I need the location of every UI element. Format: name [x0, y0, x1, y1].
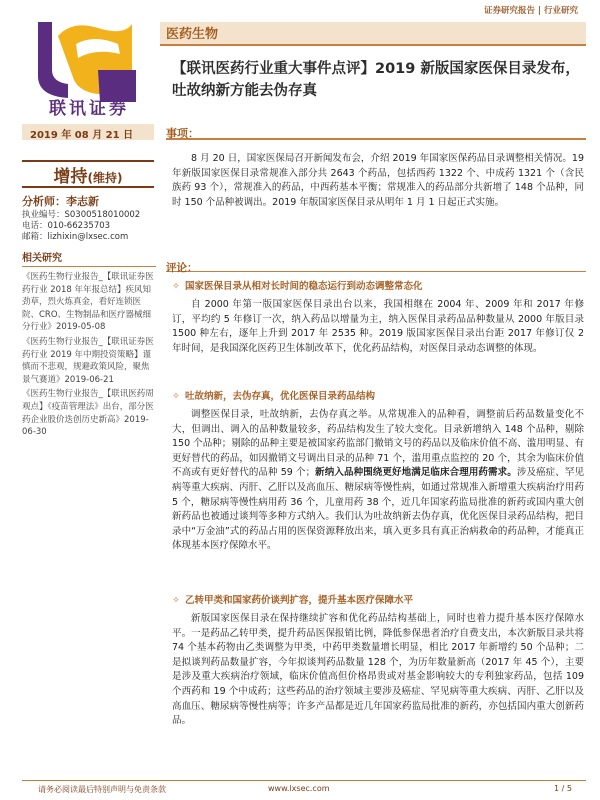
divider — [160, 44, 586, 46]
section-body-1: 自 2000 年第一版国家医保目录出台以来，我国相继在 2004 年、2009 年和 2017 年修订，平均约 5 年修订一次，纳入药品以增量为主，纳入医保目录药品品种数量从 2000 年版目录 1500 种左右，逐年上升到 2017 年 2535 种。2019 版国家医保目录出台距 2017 年修订仅 2 年时间，是我国深化医药卫生体制改革下，优化药品结构，对医保目录动态调整的体现。 — [172, 299, 584, 354]
section-heading-3: ✧ 乙转甲类和国家药价谈判扩容，提升基本医疗保障水平 — [172, 592, 413, 606]
section-body-2a: 调整医保目录，吐故纳新，去伪存真之举。从常规准入的品种看，调整前后药品数量变化不大，但调出、调入的品种数量较多，药品结构发生了较大变化。目录新增纳入 148 个品种，剔除 150 个品种；剔除的品种主要是被国家药监部门撤销文号的药品以及临床价值不高、滥用明显、有更好替代的药品，如因撤销文号调出目录的品种 71 个，滥用重点监控的 20 个，其余为临床价值不高或有更好替代的品种 59 个； — [172, 409, 584, 479]
report-date: 2019 年 08 月 21 日 — [30, 130, 134, 141]
report-title: 【联讯医药行业重大事件点评】2019 新版国家医保目录发布，吐故纳新方能去伪存真 — [172, 61, 580, 99]
section-body-2b: 涉及癌症、罕见病等重大疾病、丙肝、乙肝以及高血压、糖尿病等慢性病，如通过常规准入新增重大疾病治疗用药 5 个，糖尿病等慢性病用药 36 个，儿童用药 38 个，近几年国家药监局批准的新药或国内重大创新药品也被通过谈判等多种方式纳入。我们认为吐故纳新去伪存真，优化医保目录药品结构，把目录中“万金油”式的药品占用的医保资源释放出来，填入更多具有真正治病救命的药品种，才能真正体现基本医疗保障水平。 — [172, 467, 584, 552]
analyst-email[interactable]: 邮箱：lizhixin@lxsec.com — [22, 232, 129, 242]
related-research-title: 相关研究 — [22, 253, 156, 267]
related-item[interactable]: 《医药生物行业报告_【联讯医药周观点】《疫苗管理法》出台，部分医药企业股价迭创历史新高》2019-06-30 — [22, 389, 154, 438]
footer-disclaimer[interactable]: 请务必阅读最后特别声明与免责条款 — [38, 785, 166, 794]
comment-label: 评论： — [166, 262, 198, 274]
page-number: 1 / 5 — [554, 784, 572, 793]
analyst-phone: 电话：010-66235703 — [22, 221, 111, 231]
section-body-2-bold: 新纳入品种围绕更好地满足临床合理用药需求。 — [315, 467, 517, 479]
events-heading — [166, 122, 586, 140]
comment-heading — [166, 256, 586, 272]
section-heading-2: ✧ 吐故纳新，去伪存真，优化医保目录药品结构 — [172, 388, 375, 402]
analyst-license: 执业编号：S0300518010002 — [22, 210, 141, 220]
rating-box — [22, 160, 154, 188]
related-item[interactable]: 《医药生物行业报告_【联讯证券医药行业 2018 年年报总结】疾风知劲草，烈火炼真金，看好连锁医院、CRO、生物制品和医疗器械细分行业》2019-05-08 — [22, 272, 154, 333]
footer-divider — [22, 780, 586, 781]
sidebar — [22, 196, 156, 441]
section-heading-1: ✧ 国家医保目录从相对长时间的稳态运行到动态调整常态化 — [172, 278, 422, 292]
events-paragraph: 8 月 20 日，国家医保局召开新闻发布会，介绍 2019 年国家医保药品目录调整相关情况。19 年新版国家医保目录常规准入部分共 2643 个药品，包括西药 1322 个、中成药 1321 个（含民族药 93 个），常规准入的药品，中西药基本平衡；常规准入的药品部分共新增了 148 个品种，同时 150 个品种被调出。2019 年版国家医保目录从明年 1 月 1 日起正式实施。 — [172, 153, 584, 208]
footer-website[interactable]: www.lxsec.com — [268, 784, 330, 793]
report-type: 证券研究报告 | 行业研究 — [483, 6, 578, 16]
section-body-2 — [172, 408, 584, 554]
analyst-name: 分析师：李志新 — [22, 195, 99, 208]
section-body-3: 新版国家医保目录在保持继续扩容和优化药品结构基础上，同时也着力提升基本医疗保障水平。一是药品乙转甲类，提升药品医保报销比例，降低参保患者治疗自费支出，本次新版目录共将 74 个基本药物由乙类调整为甲类，中药甲类数量增长明显，相比 2017 年新增约 50 个品种；二是拟谈判药品数量扩容，今年拟谈判药品数量 128 个，为历年数量新高（2017 年 45 个），主要是涉及重大疾病治疗领域，临床价值高但价格昂贵或对基金影响较大的专利独家药品，包括 109 个西药和 19 个中成药；这些药品的治疗领域主要涉及癌症、罕见病等重大疾病、丙肝、乙肝以及高血压、糖尿病等慢性病等；许多产品都是近几年国家药监局批准的新药，亦包括国内重大创新药品。 — [172, 613, 584, 727]
sector-label: 医药生物 — [166, 27, 219, 42]
related-item[interactable]: 《医药生物行业报告_【联讯证券医药行业 2019 年中期投资策略】谨慎而不悲观，规避政策风险，聚焦景气赛道》2019-06-21 — [22, 336, 154, 385]
events-label: 事项： — [166, 127, 199, 140]
rating-sub: (维持) — [87, 171, 123, 185]
logo-text: 联讯证券 — [49, 99, 129, 119]
events-body — [172, 152, 584, 210]
sector-bar — [160, 22, 586, 44]
rating-main: 增持 — [53, 167, 88, 187]
